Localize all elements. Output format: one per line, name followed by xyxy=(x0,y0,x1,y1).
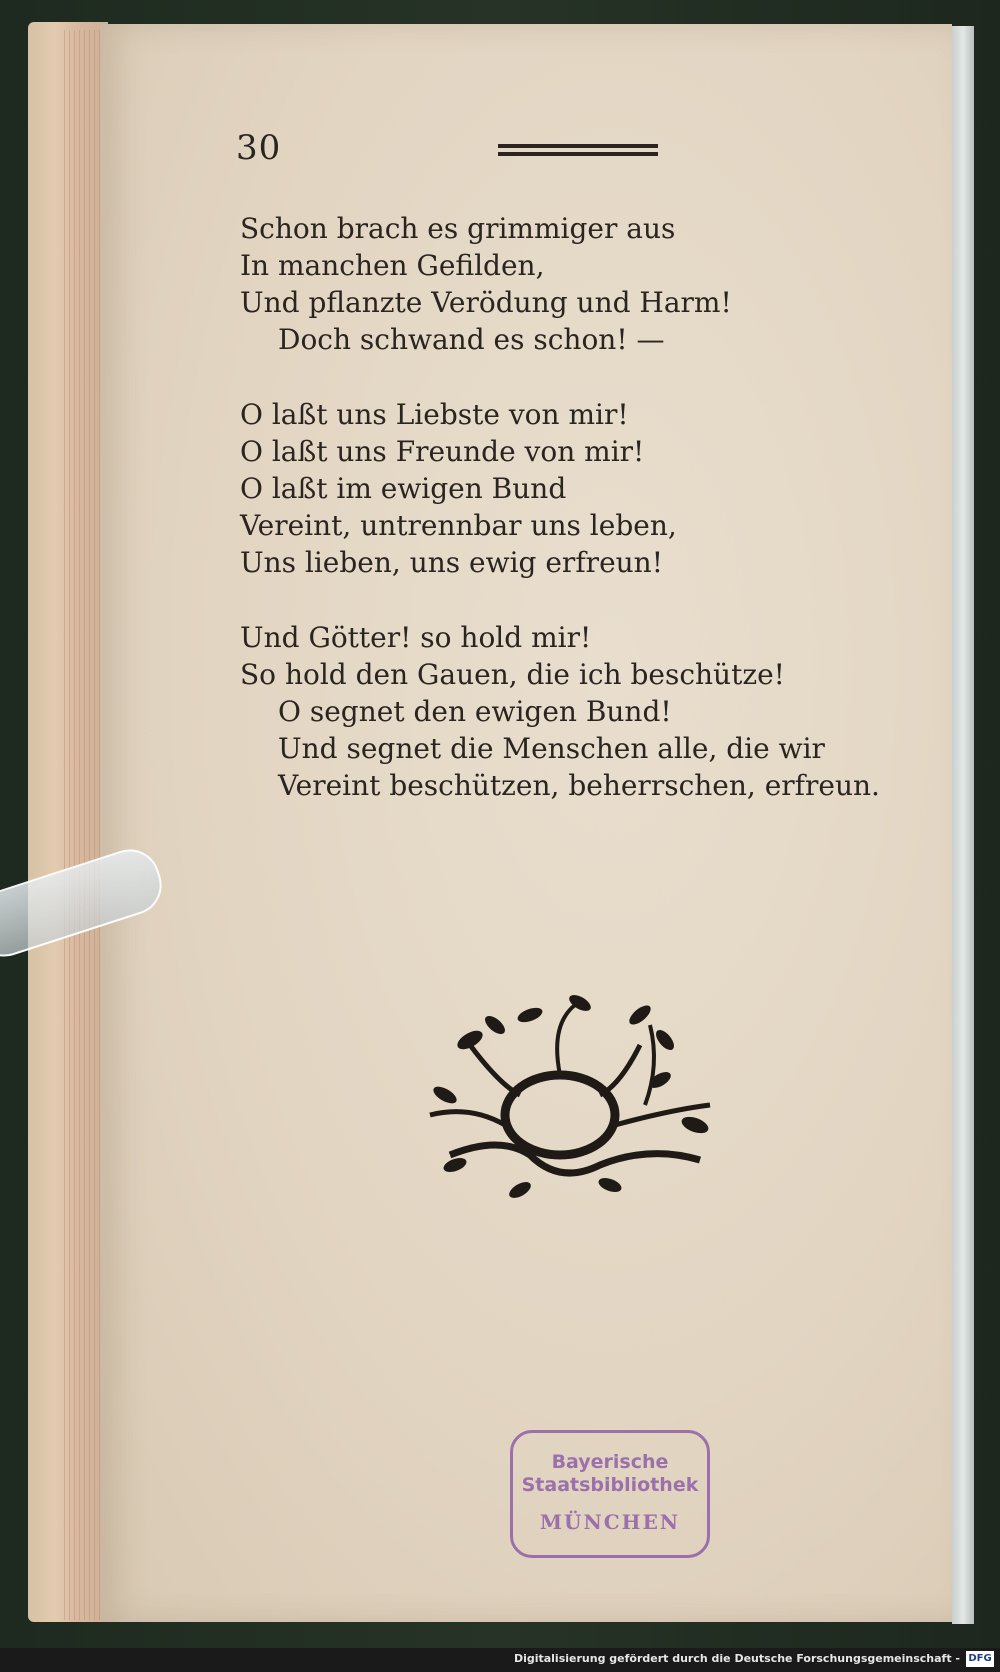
poem-line: Und segnet die Menschen alle, die wir xyxy=(278,732,825,765)
stamp-line: Staatsbibliothek xyxy=(521,1474,699,1496)
poem-line: Und Götter! so hold mir! xyxy=(240,621,592,654)
poem-line: Doch schwand es schon! — xyxy=(278,323,665,356)
stamp-line: Bayerische xyxy=(551,1451,669,1473)
poem-line: Vereint beschützen, beherrschen, erfreun. xyxy=(278,769,880,802)
poem-line: O laßt uns Liebste von mir! xyxy=(240,398,629,431)
stanza-3 xyxy=(240,619,880,804)
floral-ornament-icon xyxy=(410,985,730,1215)
page-stack-lines xyxy=(64,30,104,1620)
poem-line: O segnet den ewigen Bund! xyxy=(278,695,672,728)
header-rule xyxy=(498,144,658,160)
poem-line: O laßt im ewigen Bund xyxy=(240,472,567,505)
page-number: 30 xyxy=(236,128,282,168)
stamp-city: MÜNCHEN xyxy=(539,1510,681,1534)
footer-credit: Digitalisierung gefördert durch die Deutsche Forschungsgemeinschaft - xyxy=(513,1652,960,1665)
stanza-2 xyxy=(240,396,860,581)
dfg-logo[interactable]: DFG xyxy=(966,1651,994,1667)
poem-line: Und pflanzte Verödung und Harm! xyxy=(240,286,732,319)
poem-line: O laßt uns Freunde von mir! xyxy=(240,435,645,468)
poem-line: Uns lieben, uns ewig erfreun! xyxy=(240,546,663,579)
footer-bar xyxy=(0,1648,1000,1672)
poem-line: Schon brach es grimmiger aus xyxy=(240,212,676,245)
stanza-1 xyxy=(240,210,860,358)
library-stamp xyxy=(510,1430,710,1558)
poem-line: So hold den Gauen, die ich beschütze! xyxy=(240,658,785,691)
poem-line: In manchen Gefilden, xyxy=(240,249,545,282)
page-right-edge xyxy=(952,26,974,1624)
poem-line: Vereint, untrennbar uns leben, xyxy=(240,509,677,542)
poem-text xyxy=(240,210,880,842)
